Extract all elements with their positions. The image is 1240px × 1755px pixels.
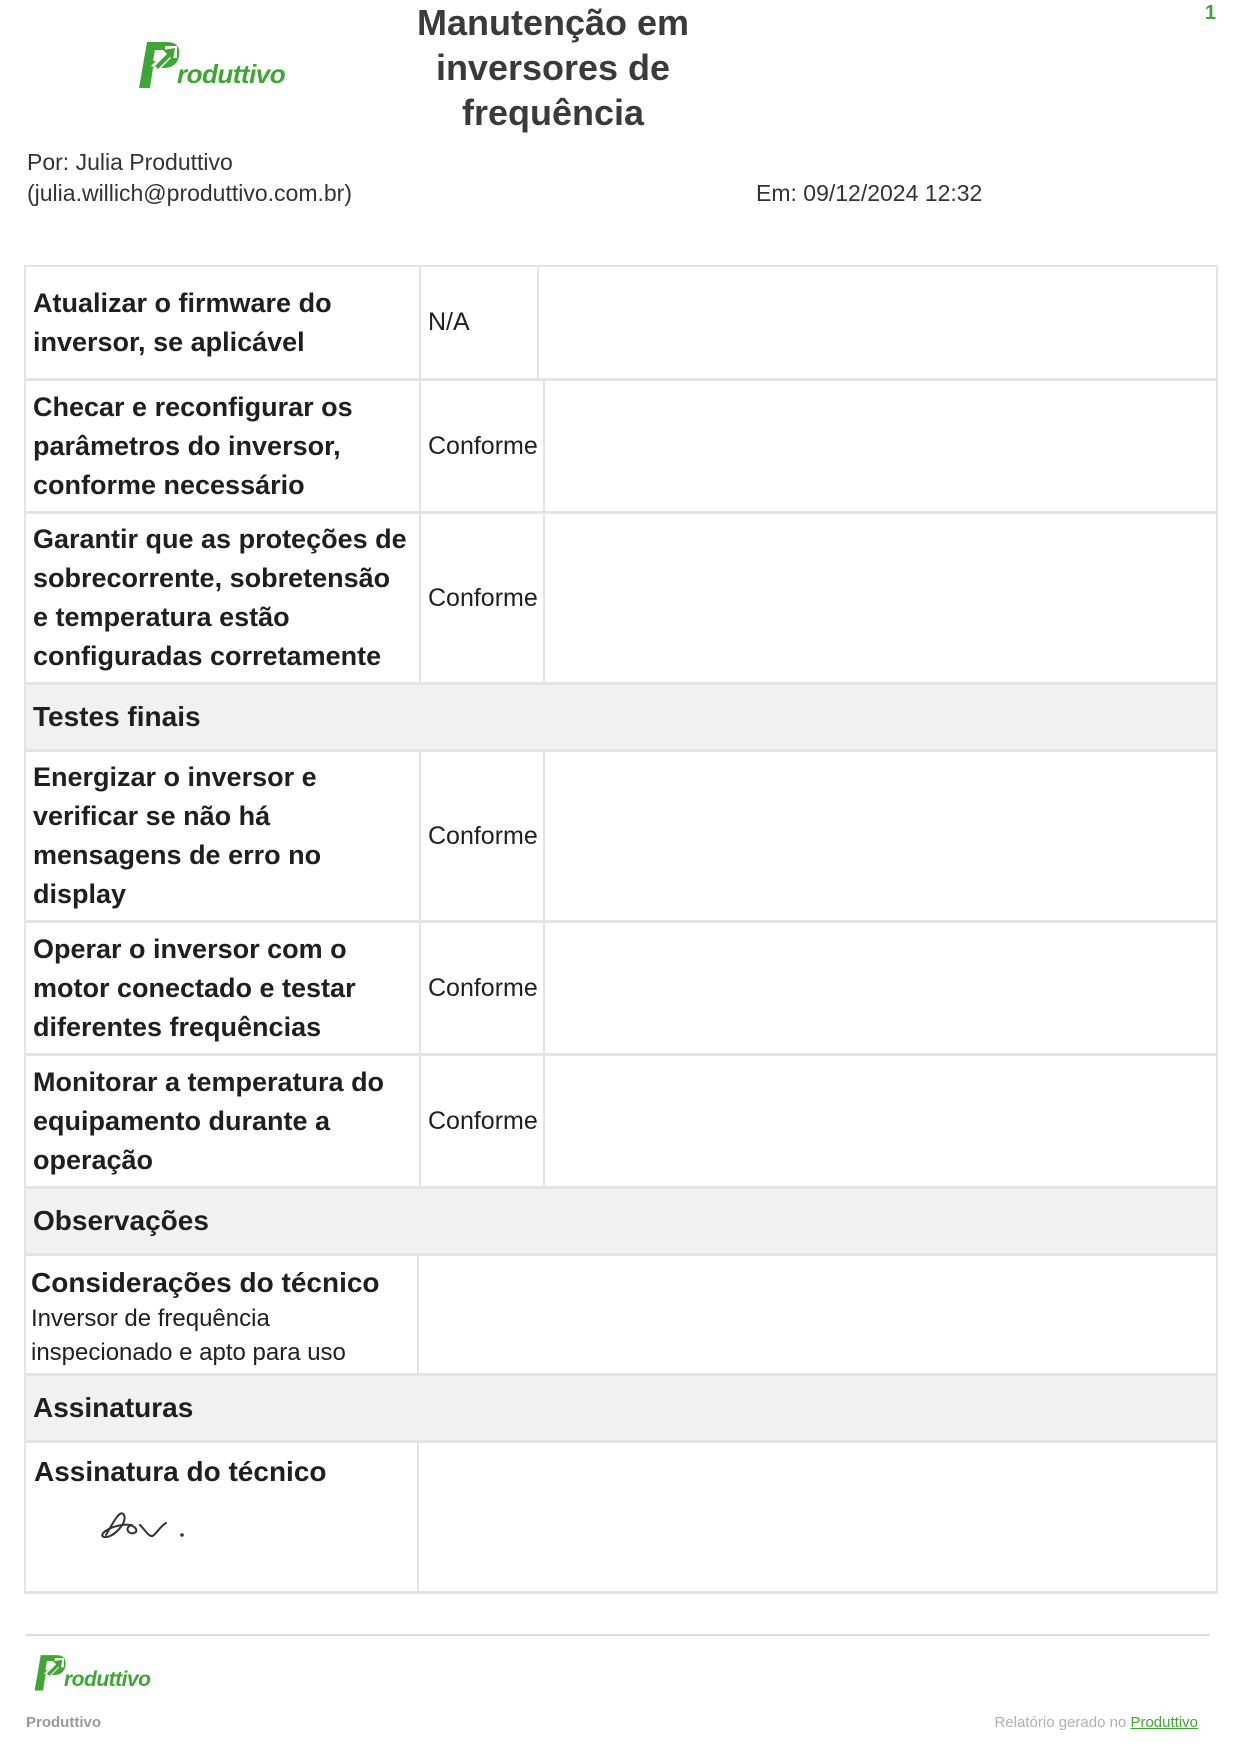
item-value: Conforme (421, 752, 545, 920)
footer-generated-text: Relatório gerado no (994, 1714, 1127, 1731)
footer-company: Produttivo (26, 1714, 101, 1731)
item-label: Monitorar a temperatura do equipamento durante a operação (26, 1056, 421, 1186)
signature-cell (26, 1443, 419, 1591)
author-block (27, 147, 352, 209)
footer-generated (995, 1714, 1198, 1731)
item-notes (545, 923, 1216, 1053)
item-value: Conforme (421, 381, 545, 511)
table-row (26, 514, 1216, 685)
header-logo (133, 36, 285, 92)
observation-title: Considerações do técnico (31, 1267, 380, 1298)
section-signatures: Assinaturas (26, 1376, 1216, 1443)
table-row (26, 1056, 1216, 1189)
table-row (26, 267, 1216, 381)
page-title: Manutenção em inversores de frequência (416, 2, 690, 133)
item-value: N/A (421, 267, 539, 378)
item-label: Energizar o inversor e verificar se não há mensagens de erro no display (26, 752, 421, 920)
table-row (26, 381, 1216, 514)
item-notes (545, 752, 1216, 920)
checklist-table (24, 265, 1218, 1594)
signature-row (26, 1443, 1216, 1594)
signature-title: Assinatura do técnico (34, 1456, 327, 1487)
footer-logo-wordmark: roduttivo (64, 1668, 151, 1691)
item-label: Checar e reconfigurar os parâmetros do inversor, conforme necessário (26, 381, 421, 511)
item-notes (545, 1056, 1216, 1186)
signature-image (94, 1501, 214, 1551)
author-name: Por: Julia Produttivo (27, 149, 233, 175)
logo-wordmark: roduttivo (177, 59, 286, 89)
item-notes (539, 267, 1216, 378)
item-label: Operar o inversor com o motor conectado e testar diferentes frequências (26, 923, 421, 1053)
item-label: Garantir que as proteções de sobrecorrente, sobretensão e temperatura estão configuradas corretamente (26, 514, 421, 682)
observation-row (26, 1256, 1216, 1376)
section-final-tests: Testes finais (26, 685, 1216, 752)
footer-divider (26, 1634, 1210, 1636)
report-date: Em: 09/12/2024 12:32 (756, 180, 983, 206)
item-label: Atualizar o firmware do inversor, se aplicável (26, 267, 421, 378)
observation-text: Inversor de frequência inspecionado e apto para uso (31, 1305, 346, 1366)
item-value: Conforme (421, 1056, 545, 1186)
item-value: Conforme (421, 923, 545, 1053)
footer-logo (30, 1650, 150, 1694)
item-notes (545, 381, 1216, 511)
table-row (26, 752, 1216, 923)
table-row (26, 923, 1216, 1056)
section-observations: Observações (26, 1189, 1216, 1256)
page-number: 1 (1204, 2, 1216, 24)
footer-generated-link[interactable]: Produttivo (1130, 1714, 1198, 1731)
item-value: Conforme (421, 514, 545, 682)
author-email: (julia.willich@produttivo.com.br) (27, 180, 352, 206)
observation-cell (26, 1256, 419, 1373)
item-notes (545, 514, 1216, 682)
